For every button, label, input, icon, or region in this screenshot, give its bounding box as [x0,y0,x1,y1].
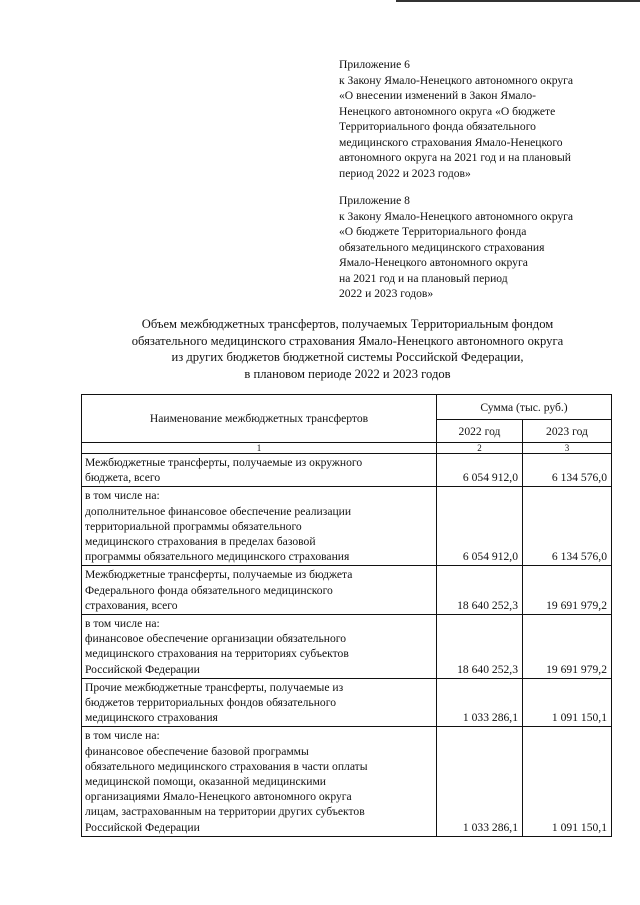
appendix-8-line: 2022 и 2023 годов» [339,287,434,300]
row-name-line: финансовое обеспечение базовой программы [85,744,309,758]
row-name-line: в том числе на: [85,729,160,743]
appendix-6-line: Приложение 6 [339,58,410,71]
row-name-line: медицинской помощи, оказанной медицинскими [85,775,326,789]
appendix-8-line: обязательного медицинского страхования [339,240,545,254]
value-2023-cell: 1 091 150,1 [523,727,612,836]
header-name-cell: Наименование межбюджетных трансфертов [82,395,437,443]
row-name-line: лицам, застрахованным на территории других субъектов [85,805,365,819]
transfers-table [81,394,612,837]
row-name-line: Межбюджетные трансферты, получаемые из бюджета [85,568,353,582]
document-title [60,316,635,382]
row-name-line: медицинского страхования на территориях субъектов [85,647,349,661]
row-name-cell [82,615,437,679]
row-name-line: финансовое обеспечение организации обязательного [85,632,347,646]
appendix-6-block [339,57,619,181]
appendix-6-line: период 2022 и 2023 годов» [339,166,471,180]
table-row [82,727,612,836]
row-name-cell [82,678,437,727]
row-name-line: Прочие межбюджетные трансферты, получаемые из [85,680,344,694]
row-name-line: программы обязательного медицинского страхования [85,550,350,564]
row-name-line: страхования, всего [85,598,178,612]
row-name-line: медицинского страхования [85,711,218,725]
row-name-cell [82,727,437,836]
row-name-line: Российской Федерации [85,662,200,676]
appendix-6-line: Территориального фонда обязательного [339,120,536,133]
index-cell: 3 [523,443,612,454]
title-line: из других бюджетов бюджетной системы Российской Федерации, [171,350,524,364]
appendix-6-line: к Закону Ямало-Ненецкого автономного округа [339,73,574,87]
row-name-line: бюджетов территориальных фондов обязательного [85,696,336,710]
table-row [82,678,612,727]
appendix-8-line: на 2021 год и на плановый период [339,271,508,285]
row-name-line: в том числе на: [85,489,160,503]
row-name-line: Межбюджетные трансферты, получаемые из окружного [85,456,363,469]
value-2023-cell: 6 134 576,0 [523,487,612,566]
header-year-2022: 2022 год [437,420,523,443]
appendix-8-line: Приложение 8 [339,194,410,207]
row-name-cell [82,566,437,615]
index-cell: 2 [437,443,523,454]
table-row [82,566,612,615]
value-2023-cell: 1 091 150,1 [523,678,612,727]
appendix-8-line: Ямало-Ненецкого автономного округа [339,256,528,269]
row-name-line: в том числе на: [85,617,160,631]
value-2022-cell: 1 033 286,1 [437,727,523,836]
value-2023-cell: 19 691 979,2 [523,566,612,615]
index-cell: 1 [82,443,437,454]
row-name-line: бюджета, всего [85,471,161,485]
table-index-row [82,443,612,454]
row-name-line: территориальной программы обязательного [85,519,302,533]
header-sum-cell: Сумма (тыс. руб.) [437,395,612,420]
appendix-6-line: Ненецкого автономного округа «О бюджете [339,104,556,118]
appendix-8-block [339,193,619,302]
value-2022-cell: 18 640 252,3 [437,615,523,679]
title-line: обязательного медицинского страхования Ямало-Ненецкого автономного округа [131,333,564,348]
title-line: в плановом периоде 2022 и 2023 годов [244,366,451,381]
table-header-row [82,395,612,420]
appendix-6-line: автономного округа на 2021 год и на плановый [339,151,572,164]
row-name-cell [82,454,437,487]
value-2023-cell: 6 134 576,0 [523,454,612,487]
appendix-8-line: «О бюджете Территориального фонда [339,225,527,238]
row-name-line: Федерального фонда обязательного медицинского [85,583,333,597]
table-row [82,615,612,679]
title-line: Объем межбюджетных трансфертов, получаемых Территориальным фондом [141,317,554,331]
row-name-cell [82,487,437,566]
row-name-line: обязательного медицинского страхования в части оплаты [85,759,368,773]
appendix-6-line: медицинского страхования Ямало-Ненецкого [339,135,563,149]
header-year-2023: 2023 год [523,420,612,443]
row-name-line: дополнительное финансовое обеспечение реализации [85,504,352,518]
row-name-line: Российской Федерации [85,820,200,834]
table-row [82,487,612,566]
value-2022-cell: 18 640 252,3 [437,566,523,615]
row-name-line: медицинского страхования в пределах базовой [85,535,316,549]
row-name-line: организациями Ямало-Ненецкого автономного округа [85,790,352,804]
value-2022-cell: 1 033 286,1 [437,678,523,727]
value-2022-cell: 6 054 912,0 [437,454,523,487]
appendix-6-line: «О внесении изменений в Закон Ямало- [339,89,537,102]
top-rule [396,0,640,2]
value-2023-cell: 19 691 979,2 [523,615,612,679]
value-2022-cell: 6 054 912,0 [437,487,523,566]
appendix-8-line: к Закону Ямало-Ненецкого автономного округа [339,209,574,223]
table-row [82,454,612,487]
